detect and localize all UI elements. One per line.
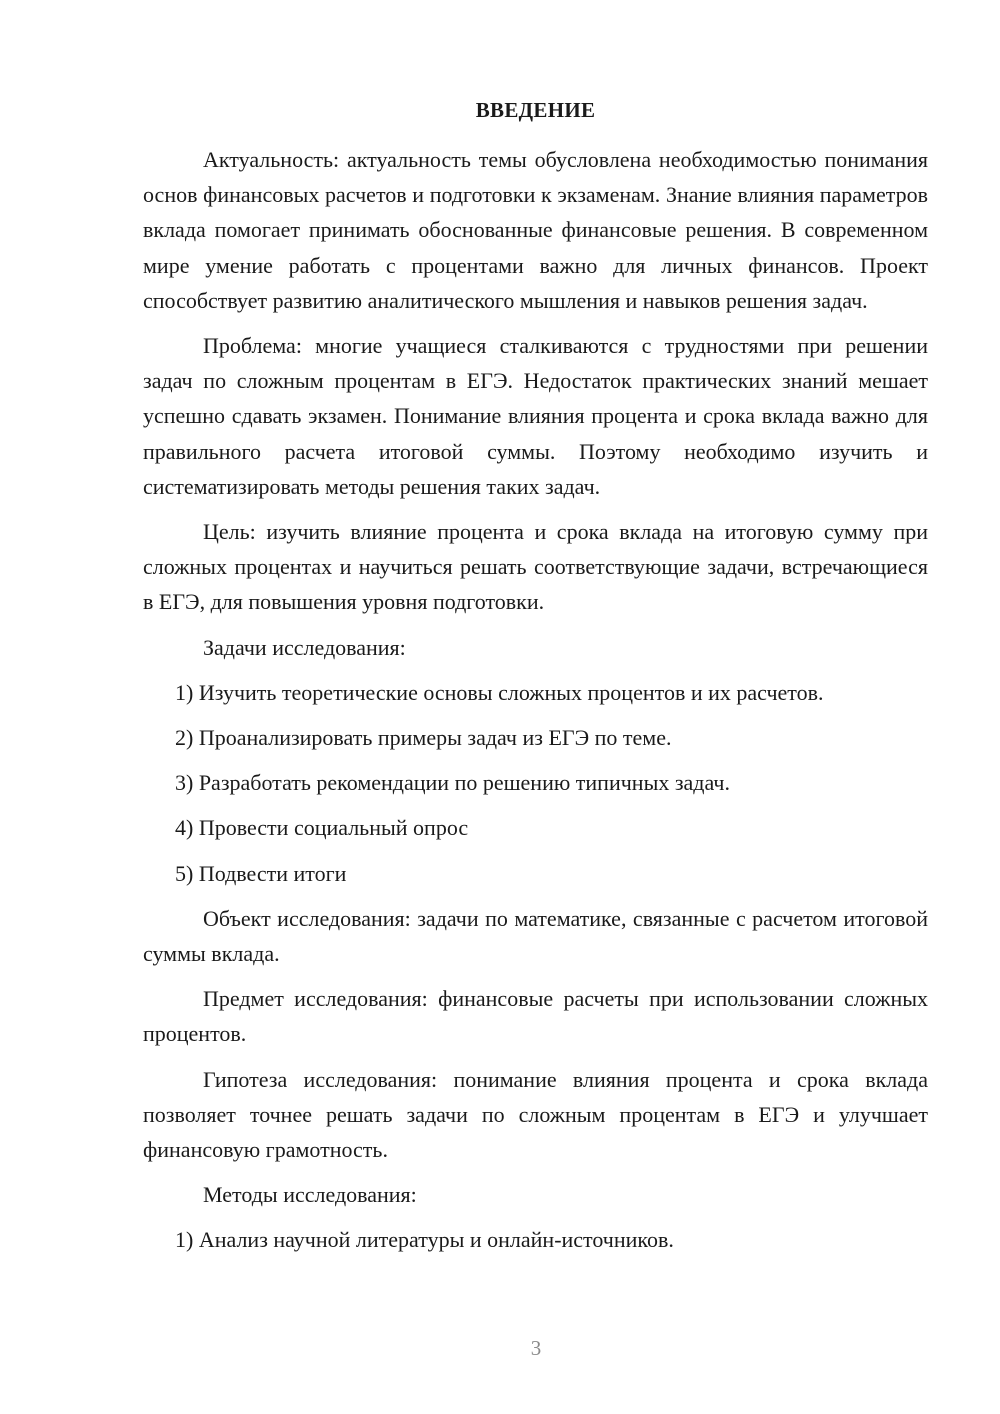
- page-title: ВВЕДЕНИЕ: [475, 98, 596, 122]
- document-body: [143, 142, 928, 1268]
- page-number: 3: [530, 1336, 542, 1360]
- problem-paragraph: Проблема: многие учащиеся сталкиваются с трудностями при решении задач по сложным процентам в ЕГЭ. Недостаток практических знаний мешает успешно сдавать экзамен. Понимание влияния процента и срока вклада важно для правильного расчета итоговой суммы. Поэтому необходимо изучить и систематизировать методы решения таких задач.: [143, 333, 928, 499]
- object-paragraph: Объект исследования: задачи по математике, связанные с расчетом итоговой суммы вклада.: [143, 905, 928, 967]
- hypothesis-paragraph: Гипотеза исследования: понимание влияния процента и срока вклада позволяет точнее решать задачи по сложным процентам в ЕГЭ и улучшает финансовую грамотность.: [143, 1066, 928, 1163]
- method-item: 1) Анализ научной литературы и онлайн-источников.: [175, 1227, 674, 1253]
- task-item: 5) Подвести итоги: [175, 860, 347, 886]
- methods-heading: Методы исследования:: [203, 1182, 417, 1208]
- tasks-heading: Задачи исследования:: [203, 634, 406, 660]
- relevance-paragraph: Актуальность: актуальность темы обусловлена необходимостью понимания основ финансовых расчетов и подготовки к экзаменам. Знание влияния параметров вклада помогает принимать обоснованные финансовые решения. В современном мире умение работать с процентами важно для личных финансов. Проект способствует развитию аналитического мышления и навыков решения задач.: [143, 147, 928, 313]
- goal-paragraph: Цель: изучить влияние процента и срока вклада на итоговую сумму при сложных процентах и научиться решать соответствующие задачи, встречающиеся в ЕГЭ, для повышения уровня подготовки.: [143, 519, 928, 615]
- task-item: 4) Провести социальный опрос: [175, 815, 469, 841]
- task-item: 1) Изучить теоретические основы сложных процентов и их расчетов.: [175, 679, 824, 705]
- subject-paragraph: Предмет исследования: финансовые расчеты при использовании сложных процентов.: [143, 986, 928, 1047]
- task-item: 3) Разработать рекомендации по решению типичных задач.: [175, 770, 730, 796]
- task-item: 2) Проанализировать примеры задач из ЕГЭ по теме.: [175, 725, 672, 751]
